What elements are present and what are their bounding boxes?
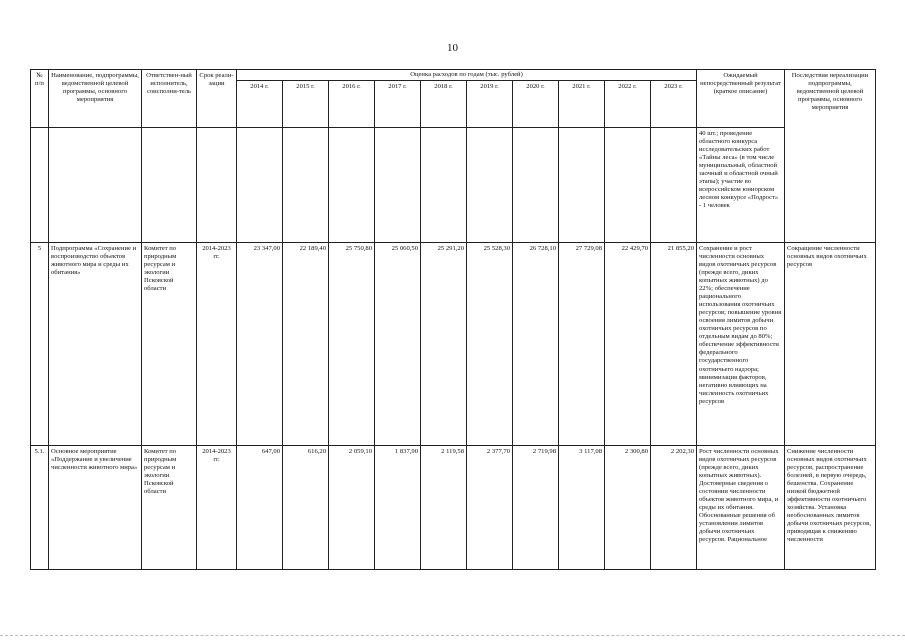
cell-value: 2 719,98 (513, 446, 559, 570)
cell-result: Рост численности основных видов охотничьих ресурсов (прежде всего, диких копытных животных). Достоверные сведения о состоянии численности объектов животного мира, и среды их обитания. Обоснованные решения об установлении лимитов добычи охотничьих ресурсов. Рациональное (697, 446, 785, 570)
header-name: Наименование, подпрограммы, ведомственной целевой программы, основного мероприятия (49, 70, 142, 128)
cell-result-continued: 40 шт.; проведение областного конкурса исследовательских работ «Тайны леса» (в том числе муниципальный, областной заочный и областной очный этапы); участие во всероссийском юниорском лесном конкурсе «Подрост» - 1 человек (697, 128, 785, 243)
cell-value: 25 291,20 (421, 243, 467, 446)
cell-name: Подпрограмма «Сохранение и воспроизводство объектов животного мира и среды их обитания» (49, 243, 142, 446)
cell-value: 2 377,70 (467, 446, 513, 570)
cell-value: 25 750,80 (329, 243, 375, 446)
cell-value: 1 837,90 (375, 446, 421, 570)
header-executor: Ответствен-ный исполнитель, соисполни-тель (142, 70, 197, 128)
cell-term: 2014-2023 гг. (197, 446, 237, 570)
header-year: 2017 г. (375, 81, 421, 128)
header-term: Срок реали-зации (197, 70, 237, 128)
cell-value: 22 189,40 (283, 243, 329, 446)
cell-value: 2 300,80 (605, 446, 651, 570)
cell-value: 2 059,10 (329, 446, 375, 570)
header-year: 2019 г. (467, 81, 513, 128)
header-year: 2022 г. (605, 81, 651, 128)
header-year: 2021 г. (559, 81, 605, 128)
cell-result: Сохранение и рост численности основных видов охотничьих ресурсов (прежде всего, диких копытных животных) до 22%; обеспечение рационального использования охотничьих ресурсов; повышение уровня освоения лимитов добычи охотничьих ресурсов по отдельным видам до 80%; обеспечение эффективности федерального государственного охотничьего надзора; минимизация факторов, негативно влияющих на численность охотничьих ресурсов (697, 243, 785, 446)
header-costs-group: Оценка расходов по годам (тыс. рублей) (237, 70, 697, 81)
continuation-row (31, 128, 876, 243)
cell-consequences: Сокращение численности основных видов охотничьих ресурсов (785, 243, 876, 446)
cell-value: 2 202,30 (651, 446, 697, 570)
cell-value: 23 347,00 (237, 243, 283, 446)
cell-empty (237, 128, 283, 243)
cell-empty (467, 128, 513, 243)
cell-name: Основное мероприятие «Поддержание и увеличение численности животного мира» (49, 446, 142, 570)
cell-value: 26 728,10 (513, 243, 559, 446)
page-number: 10 (447, 42, 458, 54)
cell-empty (49, 128, 142, 243)
cell-num: 5 (31, 243, 49, 446)
cell-value: 25 060,50 (375, 243, 421, 446)
cell-executor: Комитет по природным ресурсам и экологии Псковской области (142, 243, 197, 446)
cell-value: 3 117,08 (559, 446, 605, 570)
cell-value: 25 528,30 (467, 243, 513, 446)
cell-value: 616,20 (283, 446, 329, 570)
header-year: 2015 г. (283, 81, 329, 128)
cell-consequences: Снижение численности основных видов охотничьих ресурсов, распространение болезней, в первую очередь, бешенства. Сохранение низкой бюджетной эффективности охотничьего хозяйства. Установка необоснованных лимитов добычи охотничьих ресурсов, приводящая к снижению численности (785, 446, 876, 570)
cell-empty (559, 128, 605, 243)
header-year: 2018 г. (421, 81, 467, 128)
table-row (31, 243, 876, 446)
cell-value: 647,00 (237, 446, 283, 570)
cell-empty (142, 128, 197, 243)
header-year: 2016 г. (329, 81, 375, 128)
scan-edge-divider (0, 635, 905, 637)
cell-empty (375, 128, 421, 243)
cell-empty (283, 128, 329, 243)
header-year: 2014 г. (237, 81, 283, 128)
program-table (30, 69, 876, 570)
cell-num: 5.1. (31, 446, 49, 570)
cell-term: 2014-2023 гг. (197, 243, 237, 446)
cell-value: 22 429,70 (605, 243, 651, 446)
cell-empty (329, 128, 375, 243)
cell-value: 21 855,20 (651, 243, 697, 446)
header-year: 2023 г. (651, 81, 697, 128)
cell-empty (197, 128, 237, 243)
table-row (31, 446, 876, 570)
header-row (31, 70, 876, 81)
header-result: Ожидаемый непосредственный результат (краткое описание) (697, 70, 785, 128)
cell-empty (513, 128, 559, 243)
cell-empty (421, 128, 467, 243)
header-consequences: Последствия нереализации подпрограммы, ведомственной целевой программы, основного мероприятия (785, 70, 876, 243)
cell-value: 2 119,58 (421, 446, 467, 570)
cell-empty (605, 128, 651, 243)
cell-empty (651, 128, 697, 243)
header-year: 2020 г. (513, 81, 559, 128)
cell-value: 27 729,08 (559, 243, 605, 446)
header-num: № п/п (31, 70, 49, 128)
cell-executor: Комитет по природным ресурсам и экологии Псковской области (142, 446, 197, 570)
cell-empty (31, 128, 49, 243)
